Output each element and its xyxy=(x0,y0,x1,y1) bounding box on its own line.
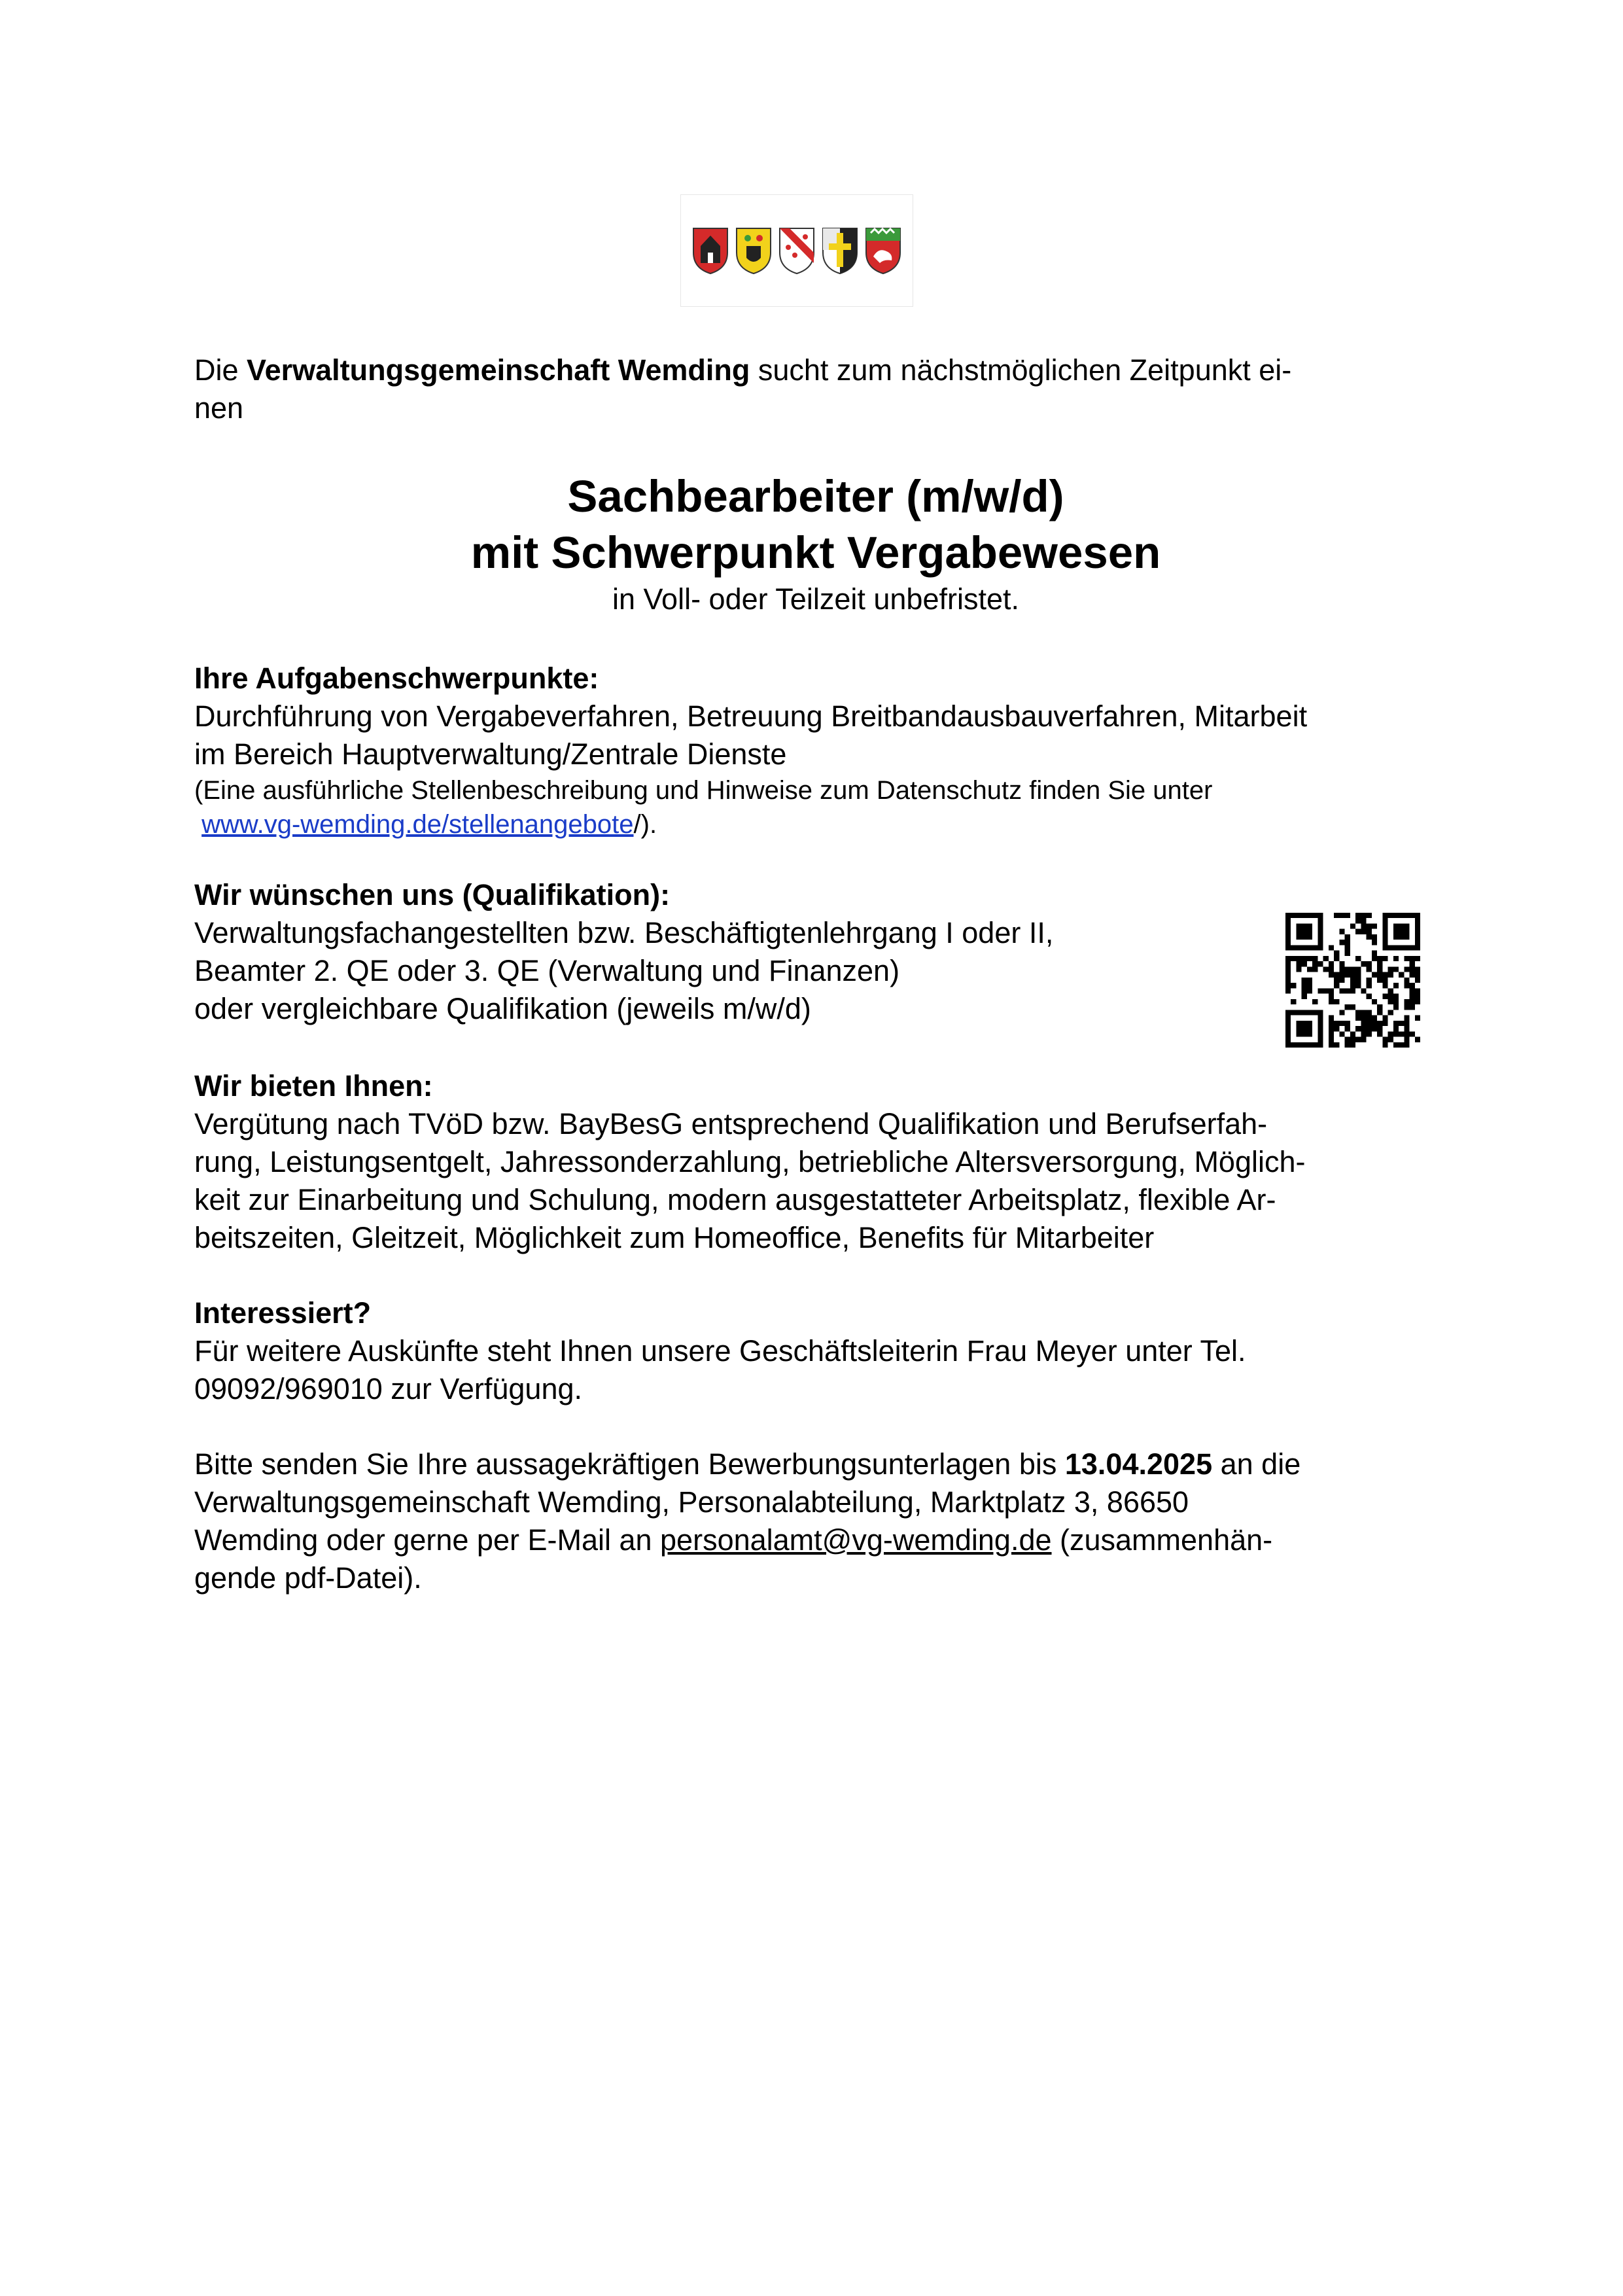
email-link[interactable]: personalamt@vg-wemding.de xyxy=(660,1523,1052,1557)
application-section xyxy=(194,1445,1437,1597)
apply-line-1 xyxy=(194,1445,1437,1483)
crest-red-white-icon xyxy=(778,226,816,275)
intro-line-2: nen xyxy=(194,391,244,425)
apply-line-1-pre: Bitte senden Sie Ihre aussagekräftigen Bewerbungsunterlagen bis xyxy=(194,1447,1065,1481)
apply-line-3-pre: Wemding oder gerne per E-Mail an xyxy=(194,1523,661,1557)
contact-line-2: 09092/969010 zur Verfügung. xyxy=(194,1372,582,1405)
contact-line-1: Für weitere Auskünfte steht Ihnen unsere Geschäftsleiterin Frau Meyer unter Tel. xyxy=(194,1334,1246,1368)
apply-line-2: Verwaltungsgemeinschaft Wemding, Personalabteilung, Marktplatz 3, 86650 xyxy=(194,1485,1189,1519)
apply-line-3 xyxy=(194,1521,1437,1559)
offer-line-2: rung, Leistungsentgelt, Jahressonderzahlung, betriebliche Altersversorgung, Möglich- xyxy=(194,1145,1306,1178)
offer-heading: Wir bieten Ihnen: xyxy=(194,1069,433,1103)
offer-line-4: beitszeiten, Gleitzeit, Möglichkeit zum Homeoffice, Benefits für Mitarbeiter xyxy=(194,1221,1155,1254)
organisation-name: Verwaltungsgemeinschaft Wemding xyxy=(247,353,750,387)
crest-red-house-icon xyxy=(691,226,729,275)
tasks-note-end: /). xyxy=(633,810,657,839)
intro-line-1 xyxy=(194,351,1437,389)
contact-section xyxy=(194,1294,1437,1408)
qualification-section xyxy=(194,876,1437,1028)
crest-yellow-icon xyxy=(735,226,773,275)
offer-line-1: Vergütung nach TVöD bzw. BayBesG entsprechend Qualifikation und Berufserfah- xyxy=(194,1107,1268,1140)
tasks-line-2: im Bereich Hauptverwaltung/Zentrale Dienste xyxy=(194,737,787,771)
intro-paragraph xyxy=(194,351,1437,427)
employment-type: in Voll- oder Teilzeit unbefristet. xyxy=(612,582,1019,616)
tasks-section xyxy=(194,660,1437,841)
job-title-line-1: Sachbearbeiter (m/w/d) xyxy=(567,471,1064,521)
offer-line-3: keit zur Einarbeitung und Schulung, modern ausgestatteter Arbeitsplatz, flexible Ar- xyxy=(194,1183,1276,1216)
crest-black-cross-icon xyxy=(821,226,859,275)
apply-line-1-post: an die xyxy=(1212,1447,1301,1481)
offer-section xyxy=(194,1067,1437,1257)
apply-line-3-post: (zusammenhän- xyxy=(1051,1523,1273,1557)
job-title-block xyxy=(194,468,1437,618)
contact-heading: Interessiert? xyxy=(194,1296,372,1330)
qualification-heading: Wir wünschen uns (Qualifikation): xyxy=(194,878,671,911)
intro-prefix: Die xyxy=(194,353,247,387)
job-title-line-2: mit Schwerpunkt Vergabewesen xyxy=(470,527,1161,578)
job-offers-link[interactable]: www.vg-wemding.de/stellenangebote xyxy=(201,810,634,839)
coat-of-arms-logo xyxy=(680,194,913,307)
qualification-line-3: oder vergleichbare Qualifikation (jeweils m/w/d) xyxy=(194,992,811,1025)
qr-code-icon[interactable] xyxy=(1285,913,1420,1048)
tasks-note-line-1: (Eine ausführliche Stellenbeschreibung und Hinweise zum Datenschutz finden Sie unter xyxy=(194,776,1213,805)
tasks-heading: Ihre Aufgabenschwerpunkte: xyxy=(194,662,599,695)
intro-suffix: sucht zum nächstmöglichen Zeitpunkt ei- xyxy=(750,353,1292,387)
tasks-note-line-2 xyxy=(194,807,1437,841)
qualification-line-2: Beamter 2. QE oder 3. QE (Verwaltung und Finanzen) xyxy=(194,954,900,987)
apply-line-4: gende pdf-Datei). xyxy=(194,1561,422,1595)
tasks-line-1: Durchführung von Vergabeverfahren, Betreuung Breitbandausbauverfahren, Mitarbeit xyxy=(194,699,1308,733)
application-deadline: 13.04.2025 xyxy=(1064,1447,1213,1481)
qualification-line-1: Verwaltungsfachangestellten bzw. Beschäftigtenlehrgang I oder II, xyxy=(194,916,1054,949)
crest-green-red-icon xyxy=(864,226,902,275)
